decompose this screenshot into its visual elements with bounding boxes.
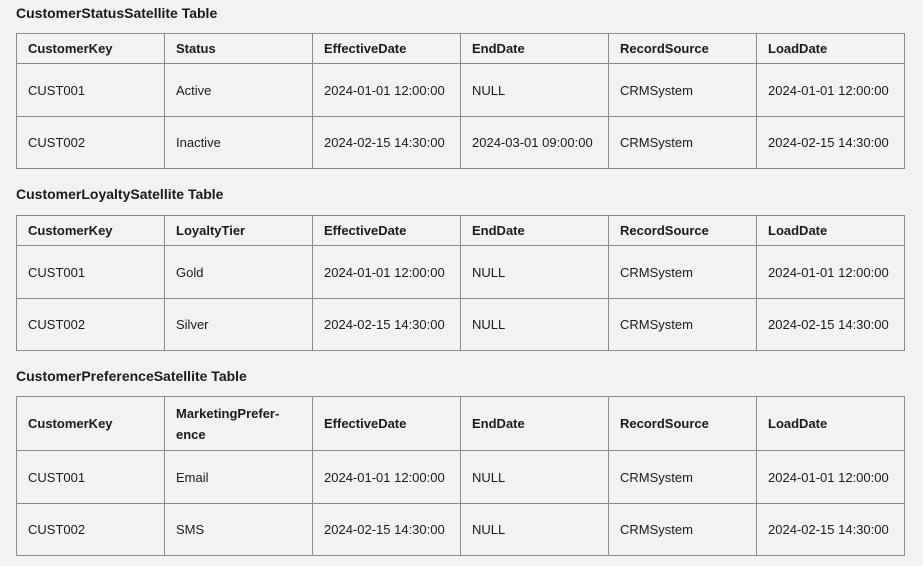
table-cell: NULL	[461, 246, 609, 299]
column-header: LoadDate	[757, 397, 905, 451]
column-header: CustomerKey	[17, 34, 165, 64]
table-row	[17, 504, 905, 556]
column-header: LoadDate	[757, 216, 905, 246]
column-header: EffectiveDate	[313, 397, 461, 451]
table-row	[17, 451, 905, 504]
table-title: CustomerLoyaltySatellite Table	[16, 186, 224, 202]
table-cell: 2024-01-01 12:00:00	[757, 64, 905, 117]
section-customer-status	[16, 3, 904, 169]
column-header: RecordSource	[609, 397, 757, 451]
table-row	[17, 246, 905, 299]
table-cell: CRMSystem	[609, 64, 757, 117]
table-cell: CUST002	[17, 117, 165, 169]
column-header: RecordSource	[609, 34, 757, 64]
table-cell: CUST001	[17, 451, 165, 504]
table-row	[17, 64, 905, 117]
section-customer-preference	[16, 366, 904, 556]
table-cell: NULL	[461, 64, 609, 117]
table-row	[17, 299, 905, 351]
table-cell: 2024-01-01 12:00:00	[313, 246, 461, 299]
table-cell: Active	[165, 64, 313, 117]
column-header: EffectiveDate	[313, 34, 461, 64]
table-cell: CUST001	[17, 64, 165, 117]
column-header: MarketingPreference	[165, 397, 313, 451]
column-header: EndDate	[461, 397, 609, 451]
table-cell: SMS	[165, 504, 313, 556]
table-cell: 2024-02-15 14:30:00	[313, 117, 461, 169]
table-cell: Silver	[165, 299, 313, 351]
table-cell: 2024-01-01 12:00:00	[757, 246, 905, 299]
column-header: LoyaltyTier	[165, 216, 313, 246]
table-title: CustomerStatusSatellite Table	[16, 5, 218, 21]
column-header: EndDate	[461, 216, 609, 246]
table-cell: CUST001	[17, 246, 165, 299]
section-customer-loyalty	[16, 184, 904, 351]
table-cell: CRMSystem	[609, 246, 757, 299]
table-cell: 2024-01-01 12:00:00	[313, 451, 461, 504]
column-header: CustomerKey	[17, 397, 165, 451]
table-cell: CUST002	[17, 504, 165, 556]
customer-loyalty-table	[16, 215, 905, 351]
column-header: LoadDate	[757, 34, 905, 64]
table-cell: Gold	[165, 246, 313, 299]
column-header: RecordSource	[609, 216, 757, 246]
column-header: Status	[165, 34, 313, 64]
table-cell: NULL	[461, 299, 609, 351]
table-row	[17, 117, 905, 169]
table-cell: CRMSystem	[609, 451, 757, 504]
table-cell: 2024-02-15 14:30:00	[757, 504, 905, 556]
table-cell: CRMSystem	[609, 117, 757, 169]
table-cell: 2024-02-15 14:30:00	[757, 299, 905, 351]
table-cell: 2024-02-15 14:30:00	[313, 299, 461, 351]
table-header-row	[17, 216, 905, 246]
table-cell: 2024-02-15 14:30:00	[313, 504, 461, 556]
table-cell: Email	[165, 451, 313, 504]
table-cell: 2024-01-01 12:00:00	[313, 64, 461, 117]
table-cell: 2024-01-01 12:00:00	[757, 451, 905, 504]
table-header-row	[17, 34, 905, 64]
column-header: EndDate	[461, 34, 609, 64]
table-cell: 2024-02-15 14:30:00	[757, 117, 905, 169]
table-cell: CRMSystem	[609, 504, 757, 556]
customer-preference-table	[16, 396, 905, 556]
table-cell: Inactive	[165, 117, 313, 169]
table-header-row	[17, 397, 905, 451]
table-cell: 2024-03-01 09:00:00	[461, 117, 609, 169]
table-cell: CRMSystem	[609, 299, 757, 351]
column-header: EffectiveDate	[313, 216, 461, 246]
table-title: CustomerPreferenceSatellite Table	[16, 368, 247, 384]
customer-status-table	[16, 33, 905, 169]
table-cell: CUST002	[17, 299, 165, 351]
table-cell: NULL	[461, 504, 609, 556]
column-header: CustomerKey	[17, 216, 165, 246]
table-cell: NULL	[461, 451, 609, 504]
